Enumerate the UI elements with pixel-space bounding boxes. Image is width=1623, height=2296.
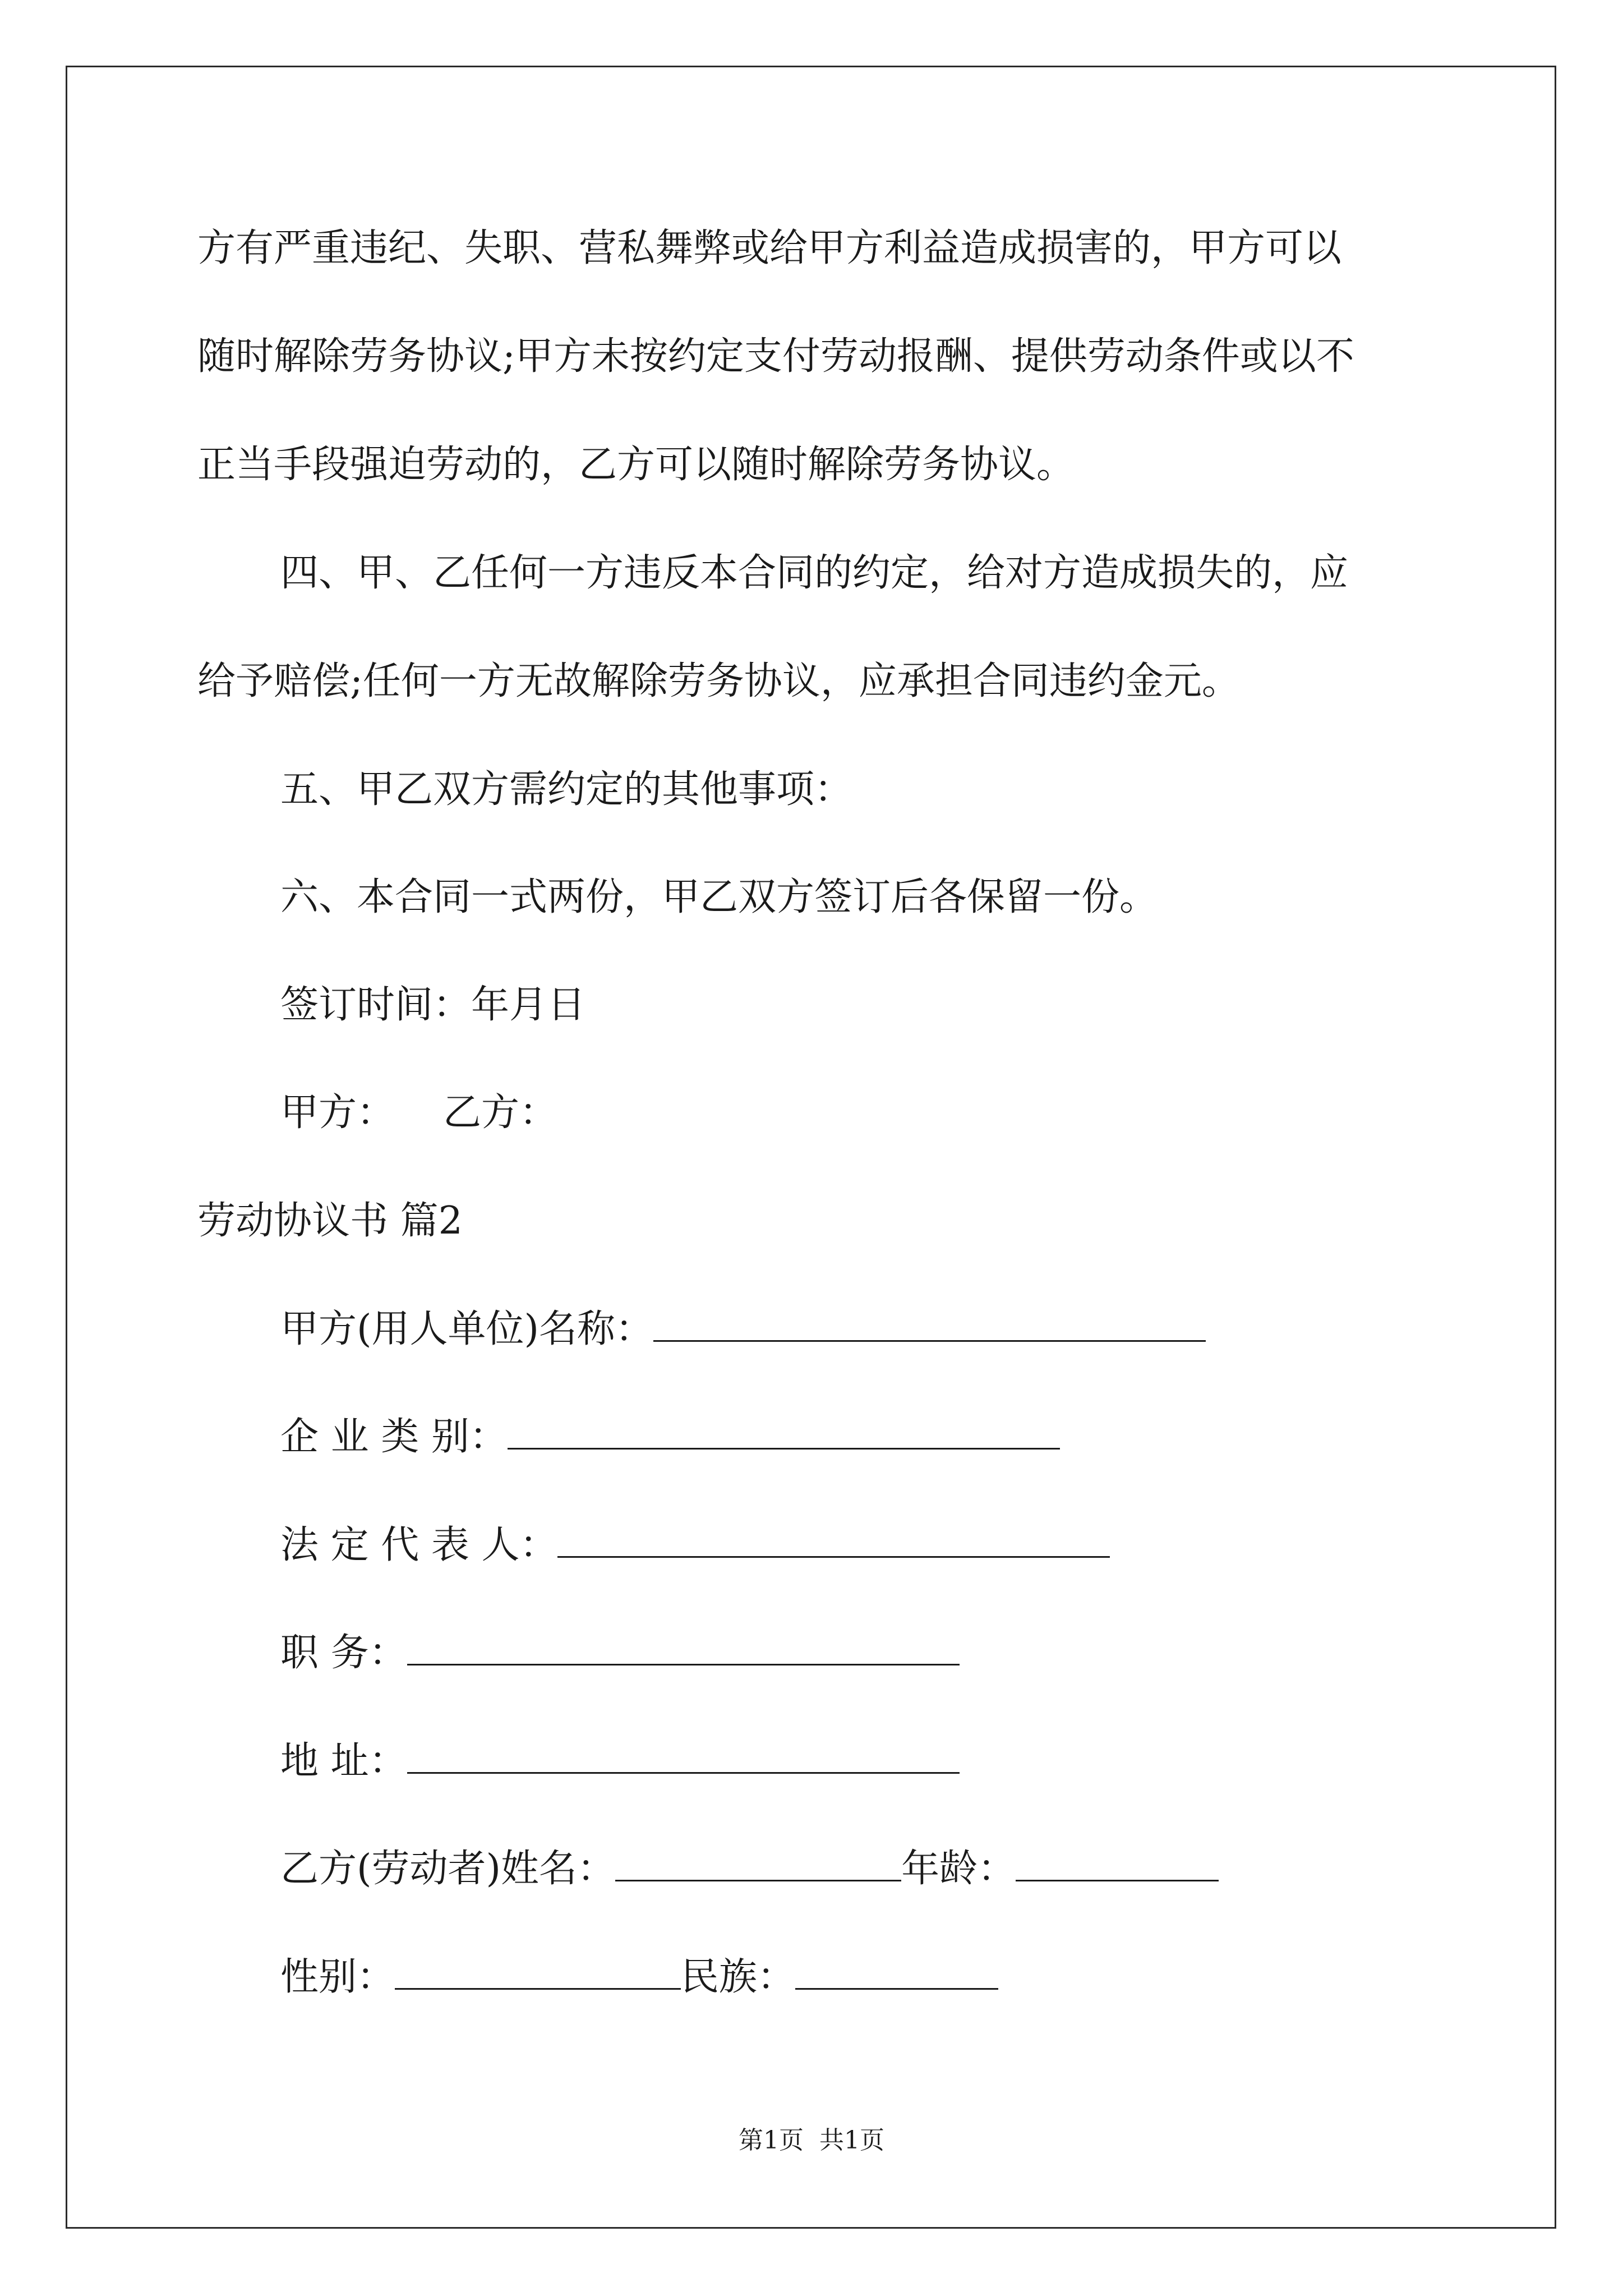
employer-name-label: 甲方(用人单位)名称： [280, 1307, 654, 1351]
body-text-line: 六、本合同一式两份，甲乙双方签订后各保留一份。 [280, 875, 1158, 919]
company-type-blank [508, 1420, 1060, 1450]
body-text-line: 方有严重违纪、失职、营私舞弊或给甲方利益造成损害的，甲方可以 [197, 226, 1342, 270]
worker-name-label: 乙方(劳动者)姓名： [280, 1847, 616, 1891]
gender-blank [395, 1960, 681, 1990]
body-text-line: 正当手段强迫劳动的，乙方可以随时解除劳务协议。 [197, 443, 1075, 487]
company-type-field [280, 1415, 1060, 1460]
body-text-line: 四、甲、乙任何一方违反本合同的约定，给对方造成损失的，应 [280, 551, 1349, 595]
address-blank [407, 1744, 960, 1774]
legal-rep-blank [557, 1528, 1110, 1558]
body-text-line: 随时解除劳务协议;甲方未按约定支付劳动报酬、提供劳动条件或以不 [197, 334, 1354, 379]
employer-name-blank [653, 1312, 1206, 1342]
position-field [280, 1631, 960, 1676]
address-field [280, 1739, 960, 1784]
body-text-line: 给予赔偿;任何一方无故解除劳务协议，应承担合同违约金元。 [197, 659, 1240, 703]
employer-name-field [280, 1307, 1206, 1352]
page-border [66, 66, 1556, 2229]
page-total: 共1页 [819, 2126, 884, 2155]
worker-name-age-field [280, 1847, 1219, 1892]
company-type-label: 企 业 类 别： [280, 1415, 508, 1459]
position-blank [407, 1636, 960, 1665]
party-b-signature-label: 乙方： [443, 1091, 558, 1135]
ethnicity-blank [795, 1960, 998, 1990]
address-label: 地 址： [280, 1739, 407, 1783]
body-text-line: 五、甲乙双方需约定的其他事项： [280, 767, 853, 812]
page-footer [0, 2125, 1623, 2156]
ethnicity-label: 民族： [681, 1955, 796, 1999]
legal-rep-label: 法 定 代 表 人： [280, 1523, 558, 1567]
sign-time: 签订时间：年月日 [280, 983, 586, 1027]
party-a-signature-label: 甲方： [280, 1091, 395, 1135]
section-title: 劳动协议书 篇2 [197, 1199, 463, 1243]
worker-name-blank [615, 1852, 901, 1881]
position-label: 职 务： [280, 1631, 407, 1675]
legal-rep-field [280, 1523, 1110, 1568]
age-label: 年龄： [901, 1847, 1016, 1891]
page-current: 第1页 [739, 2126, 804, 2155]
age-blank [1016, 1852, 1219, 1881]
gender-label: 性别： [280, 1955, 395, 1999]
gender-ethnicity-field [280, 1955, 998, 2000]
